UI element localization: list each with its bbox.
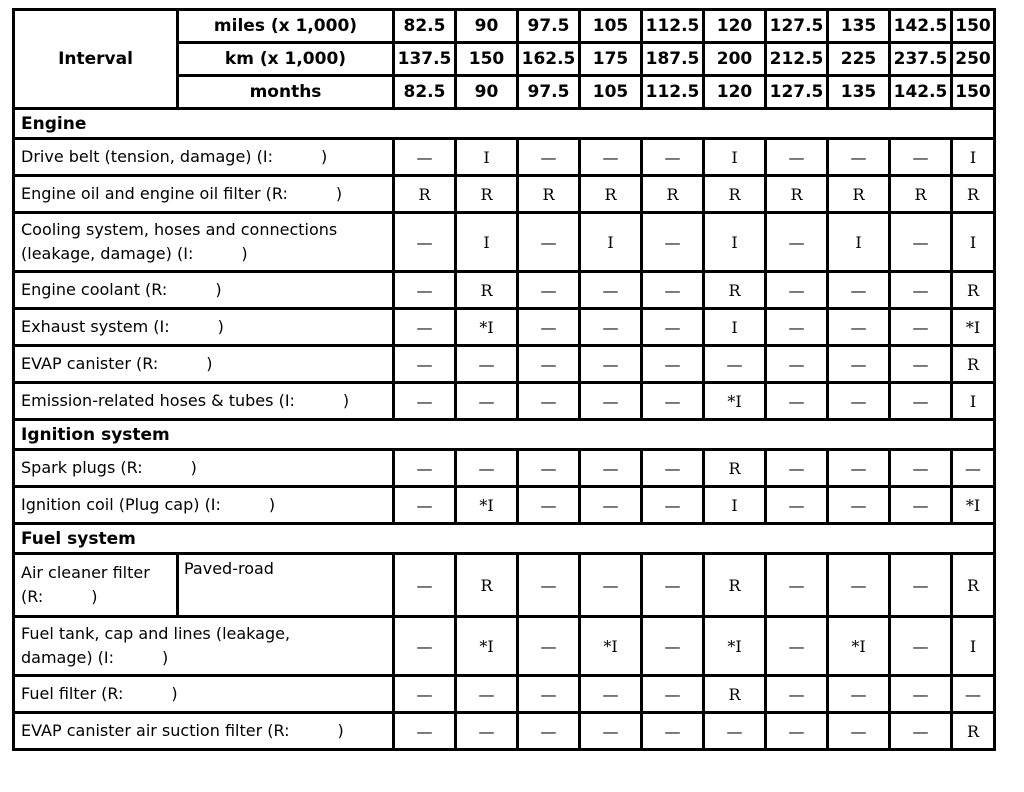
months-value-cell: 150 <box>952 76 995 109</box>
row-label-evap-air-filter: EVAP canister air suction filter (R: ) <box>14 713 394 750</box>
schedule-cell: — <box>828 713 890 750</box>
schedule-cell: — <box>642 450 704 487</box>
schedule-cell: — <box>828 383 890 420</box>
schedule-cell: — <box>580 450 642 487</box>
schedule-cell: R <box>580 176 642 213</box>
schedule-cell: R <box>456 554 518 617</box>
miles-value-cell: 97.5 <box>518 10 580 43</box>
schedule-cell: — <box>394 346 456 383</box>
schedule-cell: — <box>890 617 952 676</box>
schedule-cell: R <box>952 554 995 617</box>
schedule-cell: R <box>704 176 766 213</box>
km-value-cell: 150 <box>456 43 518 76</box>
schedule-cell: R <box>704 450 766 487</box>
schedule-cell: R <box>766 176 828 213</box>
months-value-cell: 97.5 <box>518 76 580 109</box>
months-row-label: months <box>178 76 394 109</box>
schedule-cell: — <box>642 554 704 617</box>
schedule-cell: — <box>642 213 704 272</box>
schedule-cell: — <box>518 139 580 176</box>
schedule-cell: — <box>766 554 828 617</box>
km-row-label: km (x 1,000) <box>178 43 394 76</box>
schedule-cell: R <box>518 176 580 213</box>
schedule-cell: — <box>456 713 518 750</box>
months-value-cell: 105 <box>580 76 642 109</box>
schedule-cell: — <box>952 676 995 713</box>
interval-header: Interval <box>14 10 178 109</box>
months-value-cell: 90 <box>456 76 518 109</box>
schedule-cell: — <box>580 676 642 713</box>
schedule-cell: — <box>828 554 890 617</box>
schedule-cell: I <box>456 213 518 272</box>
months-value-cell: 135 <box>828 76 890 109</box>
schedule-cell: R <box>828 176 890 213</box>
schedule-cell: — <box>518 450 580 487</box>
schedule-cell: — <box>580 383 642 420</box>
schedule-cell: R <box>952 272 995 309</box>
schedule-cell: — <box>580 139 642 176</box>
schedule-cell: — <box>704 346 766 383</box>
km-value-cell: 200 <box>704 43 766 76</box>
miles-value-cell: 90 <box>456 10 518 43</box>
row-label-exhaust-system: Exhaust system (I: ) <box>14 309 394 346</box>
row-label-evap-canister: EVAP canister (R: ) <box>14 346 394 383</box>
schedule-cell: — <box>766 450 828 487</box>
schedule-cell: — <box>518 554 580 617</box>
schedule-cell: — <box>394 383 456 420</box>
schedule-cell: R <box>952 346 995 383</box>
schedule-cell: I <box>704 309 766 346</box>
schedule-cell: — <box>766 713 828 750</box>
schedule-cell: — <box>394 487 456 524</box>
schedule-cell: — <box>394 139 456 176</box>
schedule-cell: — <box>456 450 518 487</box>
schedule-cell: *I <box>704 617 766 676</box>
schedule-cell: — <box>828 346 890 383</box>
schedule-cell: — <box>766 676 828 713</box>
row-label-air-cleaner: Air cleaner filter (R: ) <box>14 554 178 617</box>
maintenance-schedule-table <box>12 8 996 751</box>
schedule-cell: — <box>642 487 704 524</box>
schedule-cell: — <box>518 383 580 420</box>
schedule-cell: *I <box>456 487 518 524</box>
km-value-cell: 237.5 <box>890 43 952 76</box>
schedule-cell: — <box>456 346 518 383</box>
miles-value-cell: 135 <box>828 10 890 43</box>
miles-value-cell: 112.5 <box>642 10 704 43</box>
row-label-spark-plugs: Spark plugs (R: ) <box>14 450 394 487</box>
schedule-cell: — <box>828 272 890 309</box>
schedule-cell: I <box>580 213 642 272</box>
schedule-cell: — <box>518 676 580 713</box>
section-fuel: Fuel system <box>14 524 995 554</box>
schedule-cell: — <box>394 213 456 272</box>
schedule-cell: *I <box>456 617 518 676</box>
schedule-cell: *I <box>952 487 995 524</box>
schedule-cell: — <box>394 272 456 309</box>
schedule-cell: — <box>766 617 828 676</box>
section-engine: Engine <box>14 109 995 139</box>
schedule-cell: I <box>952 617 995 676</box>
schedule-cell: — <box>766 139 828 176</box>
schedule-cell: R <box>952 713 995 750</box>
km-value-cell: 187.5 <box>642 43 704 76</box>
schedule-cell: — <box>766 487 828 524</box>
schedule-cell: — <box>828 309 890 346</box>
schedule-cell: — <box>518 713 580 750</box>
schedule-cell: — <box>518 346 580 383</box>
months-value-cell: 142.5 <box>890 76 952 109</box>
miles-value-cell: 127.5 <box>766 10 828 43</box>
schedule-cell: — <box>642 713 704 750</box>
schedule-cell: — <box>518 617 580 676</box>
row-label-engine-coolant: Engine coolant (R: ) <box>14 272 394 309</box>
schedule-cell: — <box>642 346 704 383</box>
schedule-cell: *I <box>580 617 642 676</box>
schedule-cell: *I <box>952 309 995 346</box>
schedule-cell: — <box>890 139 952 176</box>
km-value-cell: 162.5 <box>518 43 580 76</box>
schedule-cell: R <box>642 176 704 213</box>
row-label-ignition-coil: Ignition coil (Plug cap) (I: ) <box>14 487 394 524</box>
row-label-drive-belt: Drive belt (tension, damage) (I: ) <box>14 139 394 176</box>
schedule-cell: — <box>890 554 952 617</box>
miles-value-cell: 82.5 <box>394 10 456 43</box>
miles-value-cell: 120 <box>704 10 766 43</box>
schedule-cell: — <box>394 676 456 713</box>
schedule-cell: — <box>766 309 828 346</box>
schedule-cell: — <box>828 450 890 487</box>
schedule-cell: I <box>704 139 766 176</box>
schedule-cell: — <box>642 139 704 176</box>
km-value-cell: 175 <box>580 43 642 76</box>
row-label-fuel-filter: Fuel filter (R: ) <box>14 676 394 713</box>
schedule-cell: — <box>456 676 518 713</box>
schedule-cell: — <box>766 346 828 383</box>
schedule-cell: — <box>518 309 580 346</box>
schedule-cell: I <box>952 139 995 176</box>
schedule-cell: — <box>766 272 828 309</box>
row-label-emission-hoses: Emission-related hoses & tubes (I: ) <box>14 383 394 420</box>
miles-row-label: miles (x 1,000) <box>178 10 394 43</box>
schedule-cell: — <box>890 346 952 383</box>
miles-value-cell: 105 <box>580 10 642 43</box>
schedule-cell: I <box>456 139 518 176</box>
schedule-cell: — <box>394 554 456 617</box>
schedule-cell: I <box>704 213 766 272</box>
schedule-cell: — <box>580 487 642 524</box>
km-value-cell: 212.5 <box>766 43 828 76</box>
schedule-cell: — <box>580 554 642 617</box>
schedule-cell: I <box>704 487 766 524</box>
schedule-cell: — <box>828 676 890 713</box>
schedule-cell: — <box>394 309 456 346</box>
schedule-cell: — <box>394 713 456 750</box>
schedule-cell: — <box>456 383 518 420</box>
miles-value-cell: 142.5 <box>890 10 952 43</box>
schedule-cell: — <box>642 272 704 309</box>
schedule-cell: — <box>642 309 704 346</box>
schedule-cell: I <box>952 383 995 420</box>
schedule-cell: — <box>890 713 952 750</box>
schedule-cell: *I <box>704 383 766 420</box>
schedule-cell: — <box>580 309 642 346</box>
months-value-cell: 82.5 <box>394 76 456 109</box>
schedule-cell: R <box>952 176 995 213</box>
schedule-cell: R <box>704 272 766 309</box>
schedule-cell: — <box>890 213 952 272</box>
schedule-cell: — <box>642 383 704 420</box>
schedule-cell: — <box>394 450 456 487</box>
miles-value-cell: 150 <box>952 10 995 43</box>
months-value-cell: 127.5 <box>766 76 828 109</box>
schedule-cell: — <box>890 309 952 346</box>
row-label-engine-oil: Engine oil and engine oil filter (R: ) <box>14 176 394 213</box>
schedule-cell: R <box>890 176 952 213</box>
schedule-cell: — <box>394 617 456 676</box>
schedule-cell: — <box>890 383 952 420</box>
schedule-cell: — <box>642 617 704 676</box>
schedule-cell: — <box>580 272 642 309</box>
months-value-cell: 112.5 <box>642 76 704 109</box>
schedule-cell: — <box>580 346 642 383</box>
schedule-cell: — <box>828 139 890 176</box>
row-label-cooling-system: Cooling system, hoses and connections (leakage, damage) (I: ) <box>14 213 394 272</box>
schedule-cell: — <box>890 450 952 487</box>
schedule-cell: — <box>580 713 642 750</box>
schedule-cell: R <box>456 176 518 213</box>
schedule-cell: I <box>828 213 890 272</box>
schedule-cell: — <box>890 272 952 309</box>
schedule-cell: I <box>952 213 995 272</box>
schedule-cell: — <box>766 213 828 272</box>
schedule-cell: R <box>394 176 456 213</box>
schedule-cell: — <box>952 450 995 487</box>
schedule-cell: — <box>518 487 580 524</box>
schedule-cell: R <box>456 272 518 309</box>
months-value-cell: 120 <box>704 76 766 109</box>
km-value-cell: 225 <box>828 43 890 76</box>
schedule-cell: — <box>642 676 704 713</box>
schedule-cell: — <box>704 713 766 750</box>
schedule-cell: — <box>518 272 580 309</box>
schedule-cell: *I <box>456 309 518 346</box>
schedule-cell: *I <box>828 617 890 676</box>
km-value-cell: 250 <box>952 43 995 76</box>
schedule-cell: R <box>704 676 766 713</box>
row-sublabel-paved-road: Paved-road <box>178 554 394 617</box>
schedule-cell: — <box>890 676 952 713</box>
km-value-cell: 137.5 <box>394 43 456 76</box>
schedule-cell: — <box>828 487 890 524</box>
schedule-cell: R <box>704 554 766 617</box>
row-label-fuel-tank: Fuel tank, cap and lines (leakage, damage) (I: ) <box>14 617 394 676</box>
schedule-cell: — <box>766 383 828 420</box>
schedule-cell: — <box>518 213 580 272</box>
section-ignition: Ignition system <box>14 420 995 450</box>
schedule-cell: — <box>890 487 952 524</box>
